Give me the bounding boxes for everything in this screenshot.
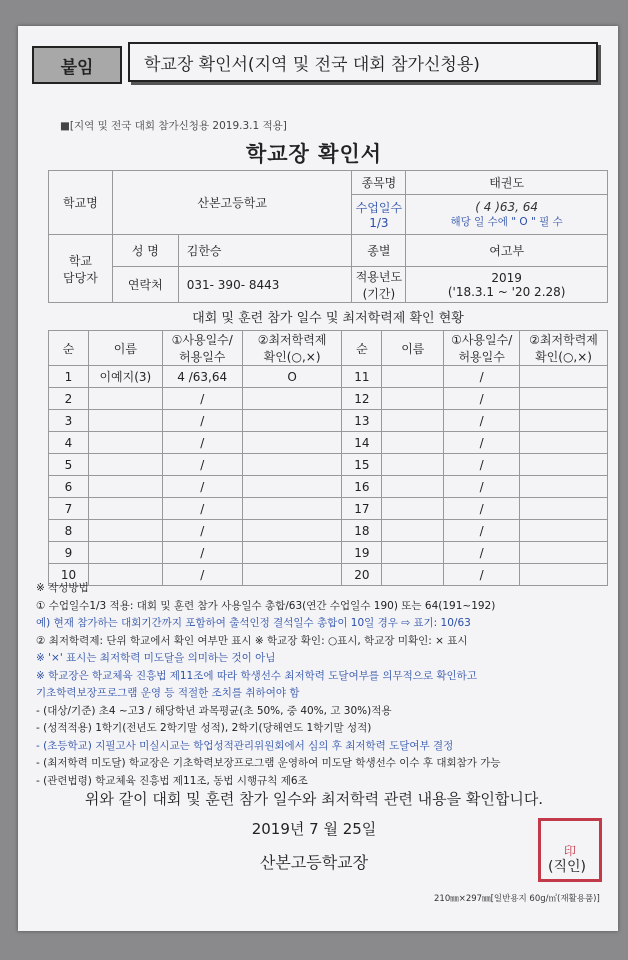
- date-text: 2019년 7 월 25일: [251, 820, 377, 838]
- row-days: /: [162, 520, 242, 542]
- note-line: - (최저학력 미도달) 학교장은 기초학력보장프로그램 운영하여 미도달 학생선수 이수 후 대회참가 가능: [36, 757, 501, 769]
- row-check: [242, 498, 342, 520]
- header-check: ②최저학력제: [257, 333, 327, 347]
- row-days: /: [162, 388, 242, 410]
- row-name-right: [382, 432, 444, 454]
- header-no-right: 순: [342, 331, 382, 366]
- row-name-right: [382, 520, 444, 542]
- row-no-right: 11: [342, 366, 382, 388]
- top-note: ■[지역 및 전국 대회 참가신청용 2019.3.1 적용]: [60, 120, 287, 132]
- row-check: [242, 454, 342, 476]
- row-no: 10: [49, 564, 89, 586]
- table-row: [49, 498, 608, 520]
- row-days-right: /: [444, 366, 520, 388]
- row-name-right: [382, 498, 444, 520]
- row-name-right: [382, 388, 444, 410]
- days-label: 수업일수: [355, 201, 403, 215]
- row-check-right: [520, 454, 608, 476]
- row-name: [88, 542, 162, 564]
- row-check: [242, 388, 342, 410]
- header-title: 학교장 확인서(지역 및 전국 대회 참가신청용): [128, 42, 598, 82]
- type-value: 여고부: [406, 235, 608, 267]
- note-line: - (관련법령) 학교체육 진흥법 제11조, 동법 시행규칙 제6조: [36, 774, 308, 787]
- seal-label: (직인): [548, 859, 586, 875]
- event-label: 종목명: [352, 171, 406, 195]
- row-check: [242, 542, 342, 564]
- row-no-right: 15: [342, 454, 382, 476]
- row-days: /: [162, 476, 242, 498]
- row-check-right: [520, 410, 608, 432]
- contact-label: 연락처: [112, 267, 178, 303]
- row-name: [88, 520, 162, 542]
- row-check-right: [520, 366, 608, 388]
- row-check: [242, 476, 342, 498]
- row-check: [242, 410, 342, 432]
- row-check: [242, 520, 342, 542]
- row-days-right: /: [444, 542, 520, 564]
- table-row: [49, 388, 608, 410]
- days-hint: 해당 일 수에 " O " 필 수: [450, 216, 563, 228]
- row-days: /: [162, 498, 242, 520]
- row-no-right: 20: [342, 564, 382, 586]
- days-value: ( 4 )63, 64: [475, 200, 539, 214]
- row-no: 2: [49, 388, 89, 410]
- row-days-right: /: [444, 410, 520, 432]
- row-no: 3: [49, 410, 89, 432]
- table-row: [49, 542, 608, 564]
- row-days-right: /: [444, 432, 520, 454]
- table-row: [49, 410, 608, 432]
- header-check-2: 확인(○,×): [263, 350, 321, 364]
- note-line: - (초등학교) 지필고사 미실시교는 학업성적관리위원회에서 심의 후 최저학력 도달여부 결정: [36, 739, 454, 752]
- row-no: 8: [49, 520, 89, 542]
- attachment-badge: 붙임: [32, 46, 122, 84]
- manager-label-2: 담당자: [63, 270, 98, 285]
- row-no-right: 13: [342, 410, 382, 432]
- row-name: [88, 432, 162, 454]
- row-days-right: /: [444, 564, 520, 586]
- document-title: 학교장 확인서: [245, 142, 383, 166]
- name-label: 성 명: [112, 235, 178, 267]
- header-days-right-2: 허용일수: [458, 350, 505, 364]
- row-days: /: [162, 564, 242, 586]
- contact-value: 031- 390- 8443: [178, 267, 352, 303]
- row-check-right: [520, 498, 608, 520]
- confirm-text: 위와 같이 대회 및 훈련 참가 일수와 최저학력 관련 내용을 확인합니다.: [84, 790, 544, 808]
- row-no-right: 19: [342, 542, 382, 564]
- row-no: 9: [49, 542, 89, 564]
- school-value: 산본고등학교: [112, 171, 352, 235]
- row-days-right: /: [444, 476, 520, 498]
- year-label-2: (기간): [362, 286, 396, 301]
- participation-table: [48, 330, 608, 586]
- row-name: [88, 388, 162, 410]
- row-no: 5: [49, 454, 89, 476]
- official-seal-icon: 印: [538, 818, 602, 882]
- row-check-right: [520, 476, 608, 498]
- note-line: ※ '×' 표시는 최저학력 미도달을 의미하는 것이 아님: [36, 652, 276, 664]
- header-check-right: ②최저학력제: [529, 333, 598, 347]
- row-no-right: 17: [342, 498, 382, 520]
- table-row: [49, 476, 608, 498]
- writing-notes: [36, 580, 616, 790]
- row-name-right: [382, 542, 444, 564]
- row-days: /: [162, 454, 242, 476]
- row-name-right: [382, 410, 444, 432]
- header-days-2: 허용일수: [179, 350, 226, 364]
- row-check-right: [520, 542, 608, 564]
- header-name-right: 이름: [382, 331, 444, 366]
- header-name: 이름: [88, 331, 162, 366]
- row-no-right: 16: [342, 476, 382, 498]
- note-line: ① 수업일수1/3 적용: 대회 및 훈련 참가 사용일수 총합/63(연간 수업일수 190) 또는 64(191~192): [36, 599, 496, 612]
- row-no-right: 14: [342, 432, 382, 454]
- table-row: [49, 520, 608, 542]
- note-line: 예) 현재 참가하는 대회기간까지 포함하여 출석인정 결석일수 총합이 10일 경우 ⇨ 표기: 10/63: [36, 617, 471, 629]
- row-days: /: [162, 542, 242, 564]
- row-days: /: [162, 432, 242, 454]
- days-label-2: 1/3: [369, 216, 389, 230]
- header-days-right: ①사용일수/: [451, 333, 513, 347]
- header-check-right-2: 확인(○,×): [535, 350, 592, 364]
- principal-name: 산본고등학교장: [259, 853, 369, 872]
- row-days-right: /: [444, 388, 520, 410]
- school-label: 학교명: [49, 171, 113, 235]
- table-row: [49, 454, 608, 476]
- info-table: [48, 170, 608, 303]
- row-check: O: [242, 366, 342, 388]
- row-days-right: /: [444, 520, 520, 542]
- header-days: ①사용일수/: [171, 333, 233, 347]
- year-period: ('18.3.1 ~ '20 2.28): [447, 284, 566, 299]
- type-label: 종별: [352, 235, 406, 267]
- row-check-right: [520, 432, 608, 454]
- row-days-right: /: [444, 454, 520, 476]
- header-no: 순: [49, 331, 89, 366]
- row-days-right: /: [444, 498, 520, 520]
- table-row: [49, 366, 608, 388]
- row-no-right: 18: [342, 520, 382, 542]
- note-line: - (성적적용) 1학기(전년도 2학기말 성적), 2학기(당해연도 1학기말 성적): [36, 722, 372, 734]
- row-name-right: [382, 476, 444, 498]
- note-line: ※ 학교장은 학교체육 진흥법 제11조에 따라 학생선수 최저학력 도달여부를 의무적으로 확인하고: [36, 669, 477, 682]
- year-label: 적용년도: [355, 269, 403, 284]
- year-value: 2019: [491, 270, 522, 285]
- row-no: 7: [49, 498, 89, 520]
- row-name-right: [382, 454, 444, 476]
- note-line: 기초학력보장프로그램 운영 등 적절한 조치를 취하여야 함: [36, 687, 300, 699]
- row-no: 6: [49, 476, 89, 498]
- row-check-right: [520, 388, 608, 410]
- header: [32, 38, 592, 88]
- row-check-right: [520, 520, 608, 542]
- row-name: [88, 498, 162, 520]
- row-no-right: 12: [342, 388, 382, 410]
- note-line: ※ 작성방법: [36, 582, 89, 594]
- table-row: [49, 432, 608, 454]
- row-name-right: [382, 366, 444, 388]
- note-line: - (대상/기준) 초4 ~고3 / 해당학년 과목평균(초 50%, 중 40%, 고 30%)적용: [36, 704, 392, 717]
- row-name: [88, 410, 162, 432]
- paper-info: 210㎜×297㎜[일반용지 60g/㎡(재활용품)]: [434, 894, 600, 904]
- name-value: 김한승: [178, 235, 352, 267]
- row-name: 이예지(3): [88, 366, 162, 388]
- row-name: [88, 476, 162, 498]
- row-days: 4 /63,64: [162, 366, 242, 388]
- row-no: 4: [49, 432, 89, 454]
- row-check: [242, 432, 342, 454]
- section-title: 대회 및 훈련 참가 일수 및 최저학력제 확인 현황: [192, 311, 464, 326]
- row-name: [88, 454, 162, 476]
- row-days: /: [162, 410, 242, 432]
- row-no: 1: [49, 366, 89, 388]
- note-line: ② 최저학력제: 단위 학교에서 확인 여부만 표시 ※ 학교장 확인: ○표시, 학교장 미확인: × 표시: [36, 634, 468, 647]
- event-value: 태권도: [406, 171, 608, 195]
- manager-label: 학교: [68, 253, 93, 268]
